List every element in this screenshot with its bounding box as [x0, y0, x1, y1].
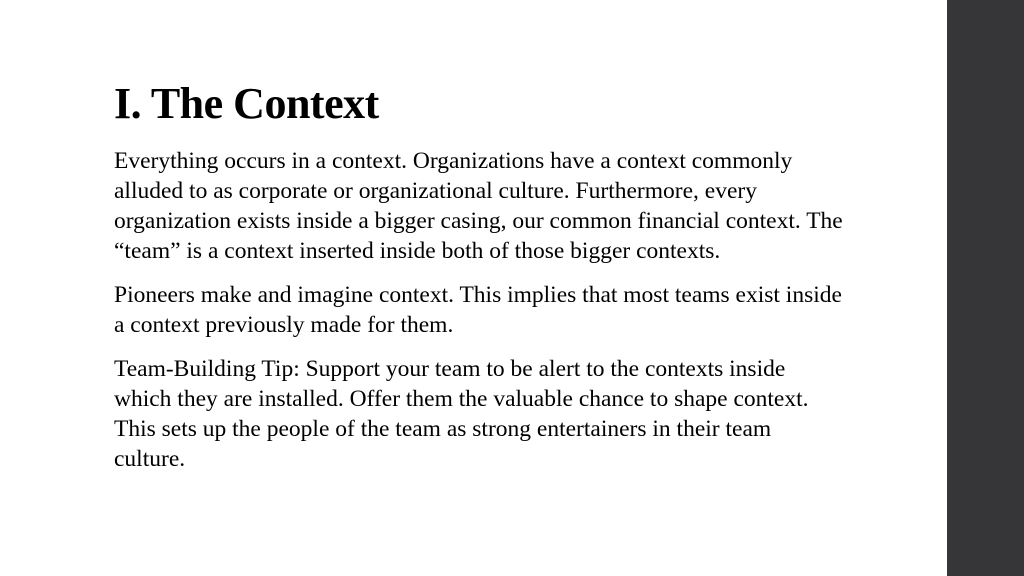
paragraph-pioneers: Pioneers make and imagine context. This implies that most teams exist inside a context previously made for them.	[114, 282, 842, 338]
slide-title: I. The Context	[114, 79, 379, 128]
side-bar-decoration	[947, 0, 1024, 576]
paragraph-context: Everything occurs in a context. Organizations have a context commonly alluded to as corporate or organizational culture. Furthermore, every organization exists inside a bigger casing, our common financial context. The “team” is a context inserted inside both of those bigger contexts.	[114, 148, 843, 264]
paragraph-team-building-tip: Team-Building Tip: Support your team to be alert to the contexts inside which they are installed. Offer them the valuable chance to shape context. This sets up the people of the team as strong entertainers in their team culture.	[114, 356, 809, 472]
slide-content	[114, 78, 844, 474]
